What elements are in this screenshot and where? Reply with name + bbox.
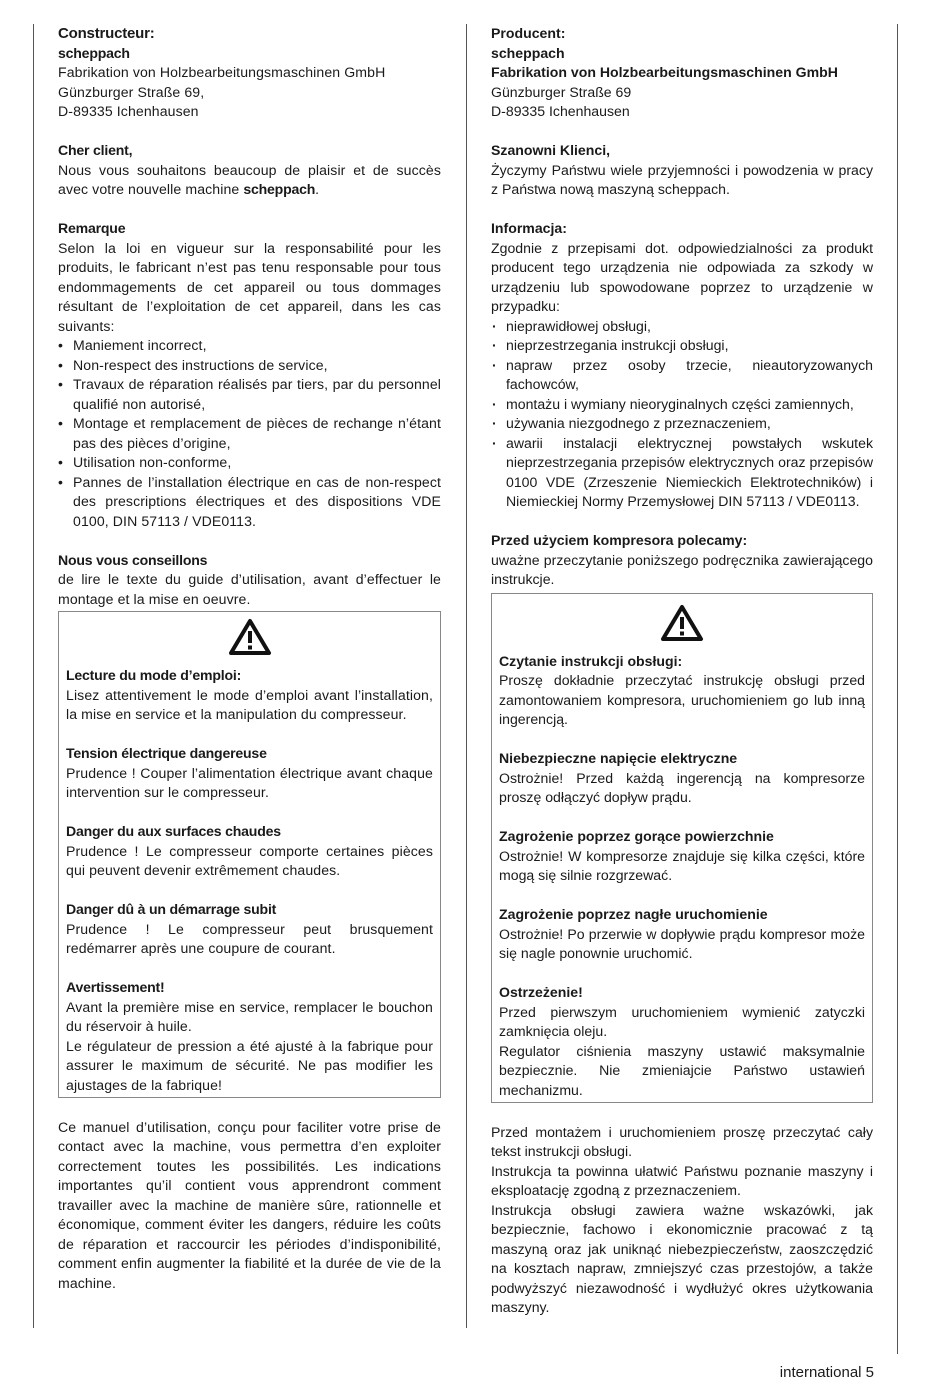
greeting-text: Życzymy Państwu wiele przyjemności i powodzenia w pracy z Państwa nową maszyną scheppach. [491,161,873,197]
warning-heading: Lecture du mode d’emploi: [66,667,242,683]
warning-text: Ostrożnie! Po przerwie w dopływie prądu kompresor może się nagle ponownie uruchomić. [499,925,865,961]
warning-section [66,900,433,959]
brand-line: scheppach [58,44,130,61]
remark-block [58,219,441,531]
list-item: • Non-respect des instructions de service, [58,356,441,376]
remark-list [58,336,441,531]
warning-text: Ostrożnie! Przed każdą ingerencją na kompresorze proszę odłączyć dopływ prądu. [499,769,865,805]
greeting-block [491,141,873,200]
list-item: · awarii instalacji elektrycznej powstałych wskutek nieprzestrzegania przepisów elektrycznych oraz przepisów 0100 VDE (Zrzeszenie Niemieckich Elektrotechników) i Niemieckiej Normy Przemysłowej DIN 57113 / VDE0113. [491,434,873,512]
brand-name: scheppach [243,181,316,197]
list-item: • Pannes de l’installation électrique en cas de non-respect des prescriptions électriques et des dispositions VDE 0100, DIN 57113 / VDE0113. [58,473,441,532]
list-item: • Maniement incorrect, [58,336,441,356]
closing-text: Przed montażem i uruchomieniem proszę przeczytać cały tekst instrukcji obsługi. [491,1123,873,1159]
warning-text: Przed pierwszym uruchomieniem wymienić zatyczki zamknięcia oleju. [499,1003,865,1039]
warning-heading: Czytanie instrukcji obsługi: [499,652,683,669]
street-line: Günzburger Straße 69, [58,83,205,100]
closing-block [491,1123,873,1318]
warning-text: Le régulateur de pression a été ajusté à la fabrique pour assurer le maximum de sécurité. Ne pas modifier les ajustages de la fabrique! [66,1037,433,1093]
advice-text: de lire le texte du guide d’utilisation, avant d’effectuer le montage et la mise en oeuvre. [58,571,441,607]
greeting-text: Nous vous souhaitons beaucoup de plaisir et de succès avec votre nouvelle machine scheppach. [58,161,441,197]
warning-text: Proszę dokładnie przeczytać instrukcję obsługi przed zamontowaniem kompresora, uruchomieniem go lub inną ingerencją. [499,672,865,727]
company-line: Fabrikation von Holzbearbeitungsmaschinen GmbH [58,64,386,80]
warning-text: Prudence ! Couper l’alimentation électrique avant chaque intervention sur le compresseur. [66,764,433,800]
warning-heading: Danger dû à un démarrage subit [66,901,277,917]
list-item: • Montage et remplacement de pièces de rechange n’étant pas des pièces d’origine, [58,414,441,453]
manufacturer-block [491,24,873,122]
warning-heading: Avertissement! [66,979,165,995]
warning-text: Prudence ! Le compresseur peut brusquement redémarrer après une coupure de courant. [66,920,433,956]
warning-heading: Danger du aux surfaces chaudes [66,823,281,839]
page-footer: international 5 [779,1364,874,1381]
warning-box [58,611,441,1098]
advice-heading: Nous vous conseillons [58,551,208,568]
manufacturer-heading: Constructeur: [58,25,155,42]
list-item: • Travaux de réparation réalisés par tiers, par du personnel qualifié non autorisé, [58,375,441,414]
list-item: · napraw przez osoby trzecie, nieautoryzowanych fachowców, [491,356,873,395]
left-margin-rule [33,24,34,1328]
warning-text: Prudence ! Le compresseur comporte certaines pièces qui peuvent devenir extrêmement chaudes. [66,842,433,878]
warning-section [499,652,865,730]
warning-box [491,593,873,1104]
warning-section [66,822,433,881]
info-block [491,219,873,512]
warning-section [499,749,865,808]
warning-triangle-icon [660,604,704,642]
warning-section [499,827,865,886]
advice-block [491,531,873,590]
warning-text: Regulator ciśnienia maszyny ustawić maksymalnie bezpiecznie. Nie zmieniajcie Państwo ustawień mechanizmu. [499,1042,865,1098]
manufacturer-block [58,24,441,122]
polish-column [491,24,873,1337]
french-column [58,24,441,1313]
city-line: D-89335 Ichenhausen [491,103,630,119]
city-line: D-89335 Ichenhausen [58,103,199,119]
info-list [491,317,873,512]
column-divider [466,24,467,1328]
warning-section [499,905,865,964]
manufacturer-heading: Producent: [491,25,566,41]
info-heading: Informacja: [491,220,567,236]
warning-section [66,744,433,803]
advice-heading: Przed użyciem kompresora polecamy: [491,532,748,548]
warning-triangle-icon [228,618,272,656]
warning-heading: Ostrzeżenie! [499,984,583,1000]
warning-section [499,983,865,1100]
warning-section [66,666,433,725]
street-line: Günzburger Straße 69 [491,83,632,100]
closing-text: Instrukcja ta powinna ułatwić Państwu poznanie maszyny i eksploatację zgodną z przeznaczeniem. [491,1162,873,1198]
warning-heading: Zagrożenie poprzez nagłe uruchomienie [499,906,768,922]
warning-text: Lisez attentivement le mode d’emploi avant l’installation, la mise en service et la manipulation du compresseur. [66,686,433,722]
list-item: · nieprawidłowej obsługi, [491,317,873,337]
advice-text: uważne przeczytanie poniższego podręcznika zawierającego instrukcje. [491,551,873,587]
warning-text: Avant la première mise en service, remplacer le bouchon du réservoir à huile. [66,998,433,1034]
list-item: · nieprzestrzegania instrukcji obsługi, [491,336,873,356]
closing-text: Instrukcja obsługi zawiera ważne wskazówki, jak bezpiecznie, fachowo i ekonomicznie pracować z tą maszyną oraz jak uniknąć niebezpieczeństw, zaoszczędzić na kosztach napraw, zmniejszyć czas przestojów, a także podwyższyć niezawodność i wydłużyć okres użytkowania maszyny. [491,1201,873,1315]
list-item: · używania niezgodnego z przeznaczeniem, [491,414,873,434]
remark-text: Selon la loi en vigueur sur la responsabilité pour les produits, le fabricant n’est pas tenu responsable pour tous endommagements de cet appareil ou tous dommages résultant de l’exploitation de cet appareil, dans les cas suivants: [58,239,441,334]
remark-heading: Remarque [58,220,126,236]
company-line: Fabrikation von Holzbearbeitungsmaschinen GmbH [491,64,838,80]
info-text: Zgodnie z przepisami dot. odpowiedzialności za produkt producent tego urządzenia nie odpowiada za szkody w urządzeniu lub spowodowane poprzez to urządzenie w przypadku: [491,239,873,314]
warning-text: Ostrożnie! W kompresorze znajduje się kilka części, które mogą się silnie rozgrzewać. [499,847,865,883]
advice-block [58,551,441,610]
list-item: · montażu i wymiany nieoryginalnych części zamiennych, [491,395,873,415]
greeting-heading: Szanowni Klienci, [491,142,611,158]
closing-text: Ce manuel d’utilisation, conçu pour faciliter votre prise de contact avec la machine, vous permettra d’en exploiter correctement toutes les possibilités. Les indications importantes qu’il contient vous apprendront comment travailler avec la machine de manière sûre, rationnelle et économique, comment éviter les dangers, réduire les coûts de réparation et raccourcir les périodes d’indisponibilité, comment enfin augmenter la fiabilité et la durée de vie de la machine. [58,1118,441,1291]
right-margin-rule [897,24,898,1354]
warning-heading: Niebezpieczne napięcie elektryczne [499,750,738,766]
list-item: • Utilisation non-conforme, [58,453,441,473]
greeting-block [58,141,441,200]
warning-section [66,978,433,1095]
brand-line: scheppach [491,44,565,61]
warning-heading: Zagrożenie poprzez gorące powierzchnie [499,828,774,844]
greeting-heading: Cher client, [58,142,133,158]
closing-block [58,1118,441,1294]
warning-heading: Tension électrique dangereuse [66,745,267,761]
